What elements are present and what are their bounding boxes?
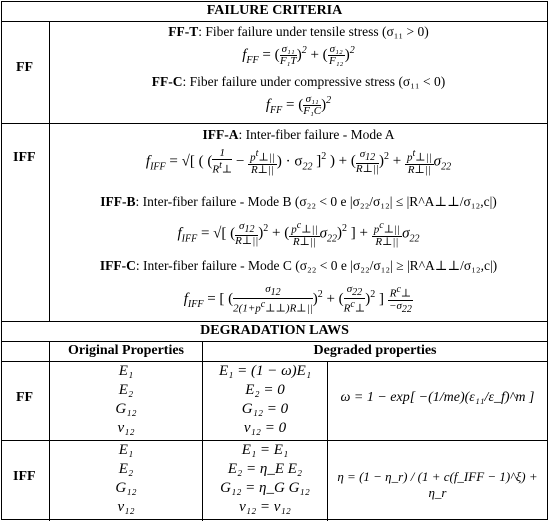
- degradation-ff-label: FF: [16, 390, 34, 405]
- ff-t-heading: FF-T: Fiber failure under tensile stress (σ₁₁ > 0): [168, 24, 429, 39]
- degradation-ff-row: [2, 362, 547, 441]
- failure-criteria-header: [2, 2, 547, 22]
- iff-c-heading: IFF-C: Inter-fiber failure - Mode C (σ₂₂ < 0 e |σ₂₂/σ₁₂| ≥ |R^A⊥⊥/σ₁₂,c|): [99, 258, 498, 273]
- iff-a-heading: IFF-A: Inter-fiber failure - Mode A: [202, 127, 395, 142]
- ff-t-equation: $f_{FF}$ = ( $\frac{\text{σ₁₁}}{\text{F₁T}}$ )$^2$ + ( $\frac{\text{σ₁₂}}{\text{F₁₂}}$ )$^2$: [242, 43, 355, 67]
- ff-original-list: E₁ E₂ G₁₂ ν₁₂: [115, 363, 137, 436]
- ff-label: FF: [16, 60, 34, 75]
- iff-c-equation: $f_{IFF}$ = [ ( $\frac{\sigma_{12}}{2(1+p^c\perp\perp)R\perp||}$ )$^2$ + ( $\frac{\sigma_{22}}{R^c\perp}$ )$^2$ ] $\frac{R^c\perp}{-\sigma_{22}}$: [183, 283, 412, 315]
- degradation-iff-label: IFF: [13, 469, 36, 484]
- degradation-iff-row: [2, 441, 547, 521]
- degradation-header: [2, 322, 547, 342]
- ff-section: [2, 22, 547, 124]
- ff-degraded-list: E₁ = (1 − ω)E₁ E₂ = 0 G₁₂ = 0 ν₁₂ = 0: [218, 363, 312, 436]
- degradation-columns: [2, 342, 547, 362]
- degradation-title: DEGRADATION LAWS: [200, 323, 349, 338]
- iff-original-list: E₁ E₂ G₁₂ ν₁₂: [115, 442, 137, 515]
- iff-b-equation: $f_{IFF}$ = √[ ( $\frac{\sigma_{12}}{R\perp||}$ )$^2$ + ( $\frac{p^c\perp||}{R\perp||}$ $\sigma_{22})^2$ ] + $\frac{p^c\perp||}{R\perp||}$ $\sigma_{22}$: [177, 219, 420, 248]
- iff-law: η = (1 − η_r) / (1 + c(f_IFF − 1)^ξ) + η_r: [337, 469, 538, 500]
- ff-law: ω = 1 − exp[ −(1/me)(ε₁₁/ε_f)^m ]: [340, 390, 535, 405]
- iff-a-equation: $f_{IFF}$ = √[ ( ( $\frac{1}{R^t\perp}$ − $\frac{p^t\perp||}{R\perp||}$ ) · $\sigma_{22}$ ]$^2$ ) + ( $\frac{\sigma_{12}}{R\perp||}$ )$^2$ + $\frac{p^t\perp||}{R\perp||}$ $\sigma_{22}$: [145, 147, 452, 176]
- iff-label: IFF: [13, 150, 36, 165]
- iff-section: [2, 124, 547, 322]
- iff-b-heading: IFF-B: Inter-fiber failure - Mode B (σ₂₂ < 0 e |σ₂₂/σ₁₂| ≤ |R^A⊥⊥/σ₁₂,c|): [100, 194, 497, 209]
- failure-criteria-title: FAILURE CRITERIA: [206, 3, 343, 18]
- col-degraded: Degraded properties: [313, 343, 437, 358]
- ff-c-equation: $f_{FF}$ = ( $\frac{\text{σ₁₁}}{\text{F₁C}}$ )$^2$: [265, 93, 332, 117]
- col-original: Original Properties: [68, 343, 184, 358]
- ff-c-heading: FF-C: Fiber failure under compressive stress (σ₁₁ < 0): [151, 74, 446, 89]
- failure-criteria-table: [1, 1, 548, 520]
- iff-degraded-list: E₁ = E₁ E₂ = η_E E₂ G₁₂ = η_G G₁₂ ν₁₂ = ν₁₂: [220, 442, 310, 515]
